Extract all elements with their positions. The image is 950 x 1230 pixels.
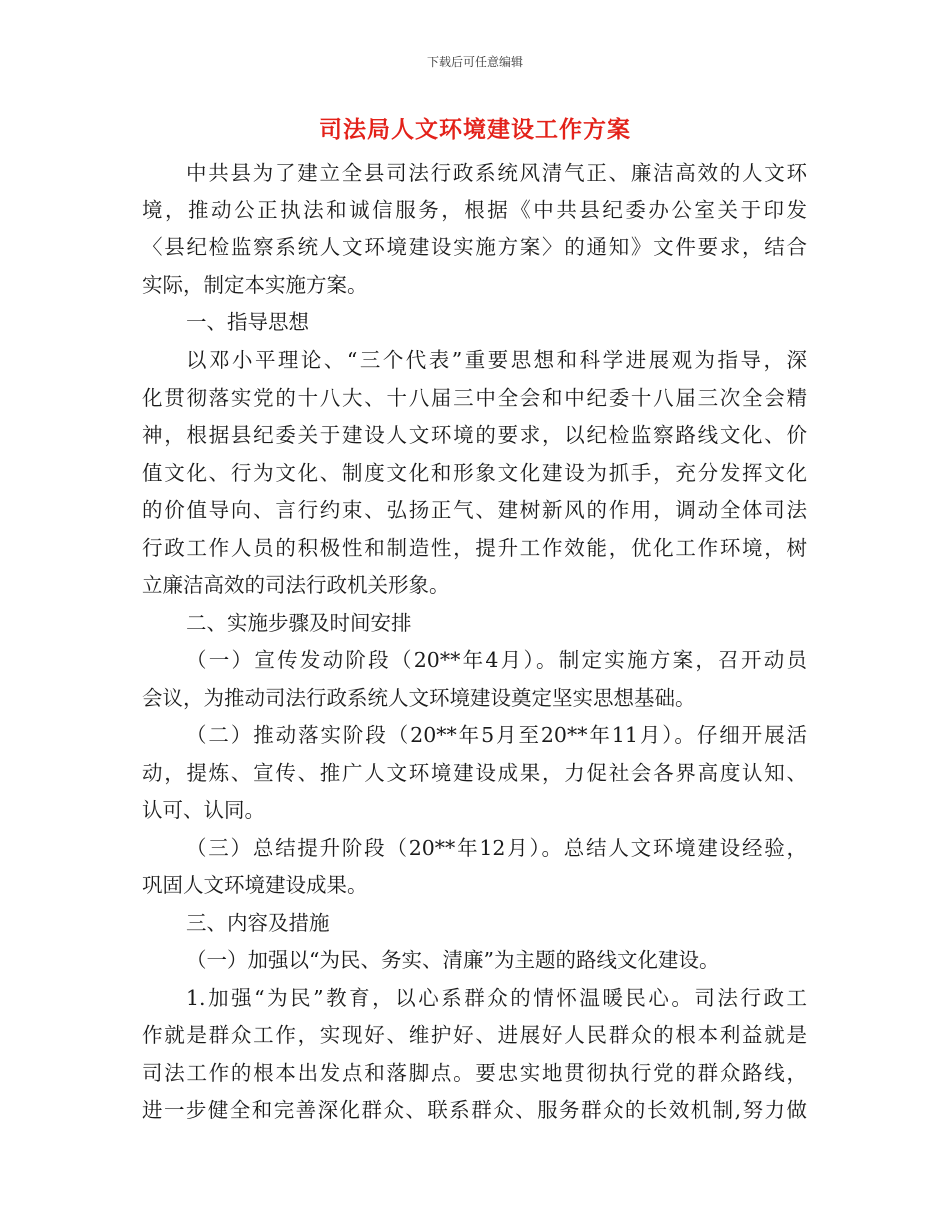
page-header-note: 下载后可任意编辑	[426, 55, 523, 69]
section-heading: 二、实施步骤及时间安排	[186, 611, 412, 635]
paragraph-line: 神，根据县纪委关于建设人文环境的要求，以纪检监察路线文化、价	[142, 423, 807, 447]
paragraph-line: （二）推动落实阶段（20**年5月至20**年11月）。仔细开展活	[186, 723, 807, 747]
paragraph-line: 作就是群众工作，实现好、维护好、进展好人民群众的根本利益就是	[142, 1023, 807, 1047]
paragraph-line: 行政工作人员的积极性和制造性，提升工作效能，优化工作环境，树	[142, 536, 807, 560]
paragraph-line: 中共县为了建立全县司法行政系统风清气正、廉洁高效的人文环	[186, 161, 807, 185]
paragraph-line: 进一步健全和完善深化群众、联系群众、服务群众的长效机制,努力做	[142, 1098, 807, 1122]
paragraph-line: 动，提炼、宣传、推广人文环境建设成果，力促社会各界高度认知、	[142, 761, 807, 785]
paragraph-line: 认可、认同。	[142, 798, 265, 822]
subsection-heading: （一）加强以“为民、务实、清廉”为主题的路线文化建设。	[186, 948, 720, 972]
paragraph-line: 化贯彻落实党的十八大、十八届三中全会和中纪委十八届三次全会精	[142, 386, 807, 410]
paragraph-line: 的价值导向、言行约束、弘扬正气、建树新风的作用，调动全体司法	[142, 498, 807, 522]
paragraph-line: 会议，为推动司法行政系统人文环境建设奠定坚实思想基础。	[142, 686, 696, 710]
paragraph-line: 境，推动公正执法和诚信服务，根据《中共县纪委办公室关于印发	[142, 198, 807, 222]
paragraph-line: 以邓小平理论、“三个代表”重要思想和科学进展观为指导，深	[186, 348, 807, 372]
paragraph-line: （一）宣传发动阶段（20**年4月）。制定实施方案，召开动员	[186, 648, 807, 672]
document-title: 司法局人文环境建设工作方案	[319, 117, 631, 143]
paragraph-line: 〈县纪检监察系统人文环境建设实施方案〉的通知》文件要求，结合	[142, 235, 807, 259]
section-heading: 一、指导思想	[186, 310, 309, 334]
paragraph-line: 1.加强“为民”教育，以心系群众的情怀温暖民心。司法行政工	[186, 986, 807, 1010]
section-heading: 三、内容及措施	[186, 911, 330, 935]
paragraph-line: 值文化、行为文化、制度文化和形象文化建设为抓手，充分发挥文化	[142, 461, 807, 485]
paragraph-line: 司法工作的根本出发点和落脚点。要忠实地贯彻执行党的群众路线，	[142, 1061, 807, 1085]
paragraph-line: 立廉洁高效的司法行政机关形象。	[142, 573, 450, 597]
paragraph-line: 实际，制定本实施方案。	[142, 273, 368, 297]
paragraph-line: （三）总结提升阶段（20**年12月）。总结人文环境建设经验，	[186, 836, 807, 860]
paragraph-line: 巩固人文环境建设成果。	[142, 873, 368, 897]
